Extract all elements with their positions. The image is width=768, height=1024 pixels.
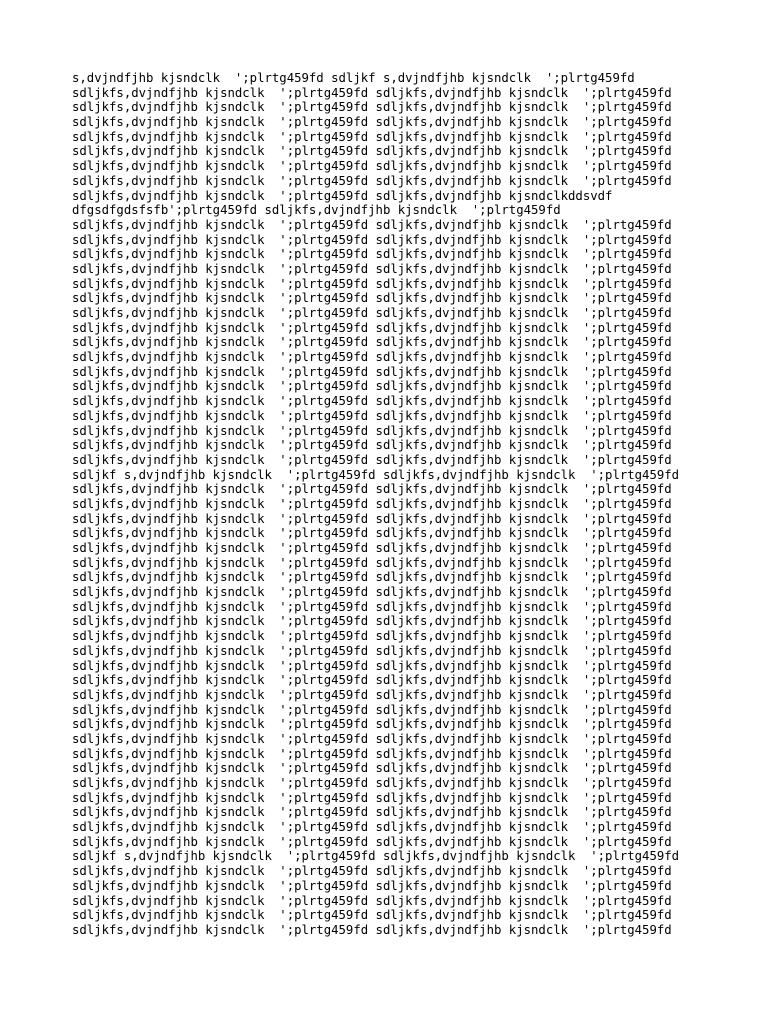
text-line: sdljkfs,dvjndfjhb kjsndclk ';plrtg459fd sdljkfs,dvjndfjhb kjsndclk ';plrtg459fd bbox=[72, 261, 672, 276]
text-line: sdljkfs,dvjndfjhb kjsndclk ';plrtg459fd sdljkfs,dvjndfjhb kjsndclk ';plrtg459fd bbox=[72, 173, 672, 188]
text-line: sdljkfs,dvjndfjhb kjsndclk ';plrtg459fd sdljkfs,dvjndfjhb kjsndclk ';plrtg459fd bbox=[72, 864, 672, 879]
text-line: sdljkfs,dvjndfjhb kjsndclk ';plrtg459fd sdljkfs,dvjndfjhb kjsndclk ';plrtg459fd bbox=[72, 629, 672, 644]
text-line: sdljkfs,dvjndfjhb kjsndclk ';plrtg459fd sdljkfs,dvjndfjhb kjsndclk ';plrtg459fd bbox=[72, 306, 672, 320]
text-line: sdljkfs,dvjndfjhb kjsndclk ';plrtg459fd sdljkfs,dvjndfjhb kjsndclk ';plrtg459fd bbox=[72, 438, 672, 453]
text-line: sdljkfs,dvjndfjhb kjsndclk ';plrtg459fd sdljkfs,dvjndfjhb kjsndclk ';plrtg459fd bbox=[72, 834, 672, 849]
text-line: sdljkfs,dvjndfjhb kjsndclk ';plrtg459fd sdljkfs,dvjndfjhb kjsndclk ';plrtg459fd bbox=[72, 541, 672, 555]
text-line: sdljkfs,dvjndfjhb kjsndclk ';plrtg459fd sdljkfs,dvjndfjhb kjsndclk ';plrtg459fd bbox=[72, 893, 672, 908]
text-line: sdljkfs,dvjndfjhb kjsndclk ';plrtg459fd sdljkfs,dvjndfjhb kjsndclk ';plrtg459fd bbox=[72, 482, 672, 497]
text-line: sdljkfs,dvjndfjhb kjsndclk ';plrtg459fd sdljkfs,dvjndfjhb kjsndclk ';plrtg459fd bbox=[72, 85, 672, 100]
text-line: sdljkfs,dvjndfjhb kjsndclk ';plrtg459fd sdljkfs,dvjndfjhb kjsndclk ';plrtg459fd bbox=[72, 878, 672, 893]
text-line: sdljkf s,dvjndfjhb kjsndclk ';plrtg459fd sdljkfs,dvjndfjhb kjsndclk ';plrtg459fd bbox=[72, 467, 680, 482]
document-page bbox=[72, 71, 712, 938]
text-line: sdljkfs,dvjndfjhb kjsndclk ';plrtg459fd sdljkfs,dvjndfjhb kjsndclk ';plrtg459fd bbox=[72, 922, 672, 937]
text-line: sdljkf s,dvjndfjhb kjsndclk ';plrtg459fd sdljkfs,dvjndfjhb kjsndclk ';plrtg459fd bbox=[72, 849, 680, 864]
text-line: sdljkfs,dvjndfjhb kjsndclk ';plrtg459fd sdljkfs,dvjndfjhb kjsndclk ';plrtg459fd bbox=[72, 217, 672, 232]
text-line: sdljkfs,dvjndfjhb kjsndclk ';plrtg459fd sdljkfs,dvjndfjhb kjsndclk ';plrtg459fd bbox=[72, 702, 672, 717]
text-line: sdljkfs,dvjndfjhb kjsndclk ';plrtg459fd sdljkfs,dvjndfjhb kjsndclk ';plrtg459fd bbox=[72, 452, 672, 467]
text-line: sdljkfs,dvjndfjhb kjsndclk ';plrtg459fd sdljkfs,dvjndfjhb kjsndclk ';plrtg459fd bbox=[72, 614, 672, 629]
text-line: sdljkfs,dvjndfjhb kjsndclk ';plrtg459fd sdljkfs,dvjndfjhb kjsndclk ';plrtg459fd bbox=[72, 746, 672, 761]
text-line: sdljkfs,dvjndfjhb kjsndclk ';plrtg459fd sdljkfs,dvjndfjhb kjsndclkddsvdf bbox=[72, 188, 613, 203]
text-line: sdljkfs,dvjndfjhb kjsndclk ';plrtg459fd sdljkfs,dvjndfjhb kjsndclk ';plrtg459fd bbox=[72, 276, 672, 291]
text-line: sdljkfs,dvjndfjhb kjsndclk ';plrtg459fd sdljkfs,dvjndfjhb kjsndclk ';plrtg459fd bbox=[72, 129, 672, 144]
text-line: sdljkfs,dvjndfjhb kjsndclk ';plrtg459fd sdljkfs,dvjndfjhb kjsndclk ';plrtg459fd bbox=[72, 379, 672, 394]
text-line: dfgsdfgdsfsfb';plrtg459fd sdljkfs,dvjndfjhb kjsndclk ';plrtg459fd bbox=[72, 203, 561, 218]
text-line: sdljkfs,dvjndfjhb kjsndclk ';plrtg459fd sdljkfs,dvjndfjhb kjsndclk ';plrtg459fd bbox=[72, 673, 672, 688]
text-line: sdljkfs,dvjndfjhb kjsndclk ';plrtg459fd sdljkfs,dvjndfjhb kjsndclk ';plrtg459fd bbox=[72, 247, 672, 262]
text-line: sdljkfs,dvjndfjhb kjsndclk ';plrtg459fd sdljkfs,dvjndfjhb kjsndclk ';plrtg459fd bbox=[72, 570, 672, 585]
text-line: sdljkfs,dvjndfjhb kjsndclk ';plrtg459fd sdljkfs,dvjndfjhb kjsndclk ';plrtg459fd bbox=[72, 100, 672, 115]
text-line: sdljkfs,dvjndfjhb kjsndclk ';plrtg459fd sdljkfs,dvjndfjhb kjsndclk ';plrtg459fd bbox=[72, 805, 672, 820]
text-line: sdljkfs,dvjndfjhb kjsndclk ';plrtg459fd sdljkfs,dvjndfjhb kjsndclk ';plrtg459fd bbox=[72, 115, 672, 130]
text-line: sdljkfs,dvjndfjhb kjsndclk ';plrtg459fd sdljkfs,dvjndfjhb kjsndclk ';plrtg459fd bbox=[72, 599, 672, 614]
text-line: sdljkfs,dvjndfjhb kjsndclk ';plrtg459fd sdljkfs,dvjndfjhb kjsndclk ';plrtg459fd bbox=[72, 291, 672, 306]
text-line: sdljkfs,dvjndfjhb kjsndclk ';plrtg459fd sdljkfs,dvjndfjhb kjsndclk ';plrtg459fd bbox=[72, 761, 672, 776]
text-line: sdljkfs,dvjndfjhb kjsndclk ';plrtg459fd sdljkfs,dvjndfjhb kjsndclk ';plrtg459fd bbox=[72, 908, 672, 923]
text-line: sdljkfs,dvjndfjhb kjsndclk ';plrtg459fd sdljkfs,dvjndfjhb kjsndclk ';plrtg459fd bbox=[72, 585, 672, 600]
text-line: sdljkfs,dvjndfjhb kjsndclk ';plrtg459fd sdljkfs,dvjndfjhb kjsndclk ';plrtg459fd bbox=[72, 776, 672, 790]
text-line: sdljkfs,dvjndfjhb kjsndclk ';plrtg459fd sdljkfs,dvjndfjhb kjsndclk ';plrtg459fd bbox=[72, 820, 672, 835]
text-line: sdljkfs,dvjndfjhb kjsndclk ';plrtg459fd sdljkfs,dvjndfjhb kjsndclk ';plrtg459fd bbox=[72, 144, 672, 159]
text-line: sdljkfs,dvjndfjhb kjsndclk ';plrtg459fd sdljkfs,dvjndfjhb kjsndclk ';plrtg459fd bbox=[72, 408, 672, 423]
text-line: sdljkfs,dvjndfjhb kjsndclk ';plrtg459fd sdljkfs,dvjndfjhb kjsndclk ';plrtg459fd bbox=[72, 159, 672, 174]
text-line: sdljkfs,dvjndfjhb kjsndclk ';plrtg459fd sdljkfs,dvjndfjhb kjsndclk ';plrtg459fd bbox=[72, 643, 672, 658]
text-line: sdljkfs,dvjndfjhb kjsndclk ';plrtg459fd sdljkfs,dvjndfjhb kjsndclk ';plrtg459fd bbox=[72, 423, 672, 438]
text-line: sdljkfs,dvjndfjhb kjsndclk ';plrtg459fd sdljkfs,dvjndfjhb kjsndclk ';plrtg459fd bbox=[72, 790, 672, 805]
text-line: sdljkfs,dvjndfjhb kjsndclk ';plrtg459fd sdljkfs,dvjndfjhb kjsndclk ';plrtg459fd bbox=[72, 511, 672, 526]
text-line: sdljkfs,dvjndfjhb kjsndclk ';plrtg459fd sdljkfs,dvjndfjhb kjsndclk ';plrtg459fd bbox=[72, 658, 672, 673]
text-line: sdljkfs,dvjndfjhb kjsndclk ';plrtg459fd sdljkfs,dvjndfjhb kjsndclk ';plrtg459fd bbox=[72, 232, 672, 247]
text-line: sdljkfs,dvjndfjhb kjsndclk ';plrtg459fd sdljkfs,dvjndfjhb kjsndclk ';plrtg459fd bbox=[72, 526, 672, 541]
text-line: sdljkfs,dvjndfjhb kjsndclk ';plrtg459fd sdljkfs,dvjndfjhb kjsndclk ';plrtg459fd bbox=[72, 350, 672, 365]
text-line: s,dvjndfjhb kjsndclk ';plrtg459fd sdljkf s,dvjndfjhb kjsndclk ';plrtg459fd bbox=[72, 71, 635, 85]
text-line: sdljkfs,dvjndfjhb kjsndclk ';plrtg459fd sdljkfs,dvjndfjhb kjsndclk ';plrtg459fd bbox=[72, 335, 672, 350]
text-line: sdljkfs,dvjndfjhb kjsndclk ';plrtg459fd sdljkfs,dvjndfjhb kjsndclk ';plrtg459fd bbox=[72, 394, 672, 409]
text-line: sdljkfs,dvjndfjhb kjsndclk ';plrtg459fd sdljkfs,dvjndfjhb kjsndclk ';plrtg459fd bbox=[72, 555, 672, 570]
text-line: sdljkfs,dvjndfjhb kjsndclk ';plrtg459fd sdljkfs,dvjndfjhb kjsndclk ';plrtg459fd bbox=[72, 717, 672, 732]
text-line: sdljkfs,dvjndfjhb kjsndclk ';plrtg459fd sdljkfs,dvjndfjhb kjsndclk ';plrtg459fd bbox=[72, 731, 672, 746]
text-line: sdljkfs,dvjndfjhb kjsndclk ';plrtg459fd sdljkfs,dvjndfjhb kjsndclk ';plrtg459fd bbox=[72, 320, 672, 335]
text-line: sdljkfs,dvjndfjhb kjsndclk ';plrtg459fd sdljkfs,dvjndfjhb kjsndclk ';plrtg459fd bbox=[72, 496, 672, 511]
text-line: sdljkfs,dvjndfjhb kjsndclk ';plrtg459fd sdljkfs,dvjndfjhb kjsndclk ';plrtg459fd bbox=[72, 687, 672, 702]
text-line: sdljkfs,dvjndfjhb kjsndclk ';plrtg459fd sdljkfs,dvjndfjhb kjsndclk ';plrtg459fd bbox=[72, 364, 672, 379]
